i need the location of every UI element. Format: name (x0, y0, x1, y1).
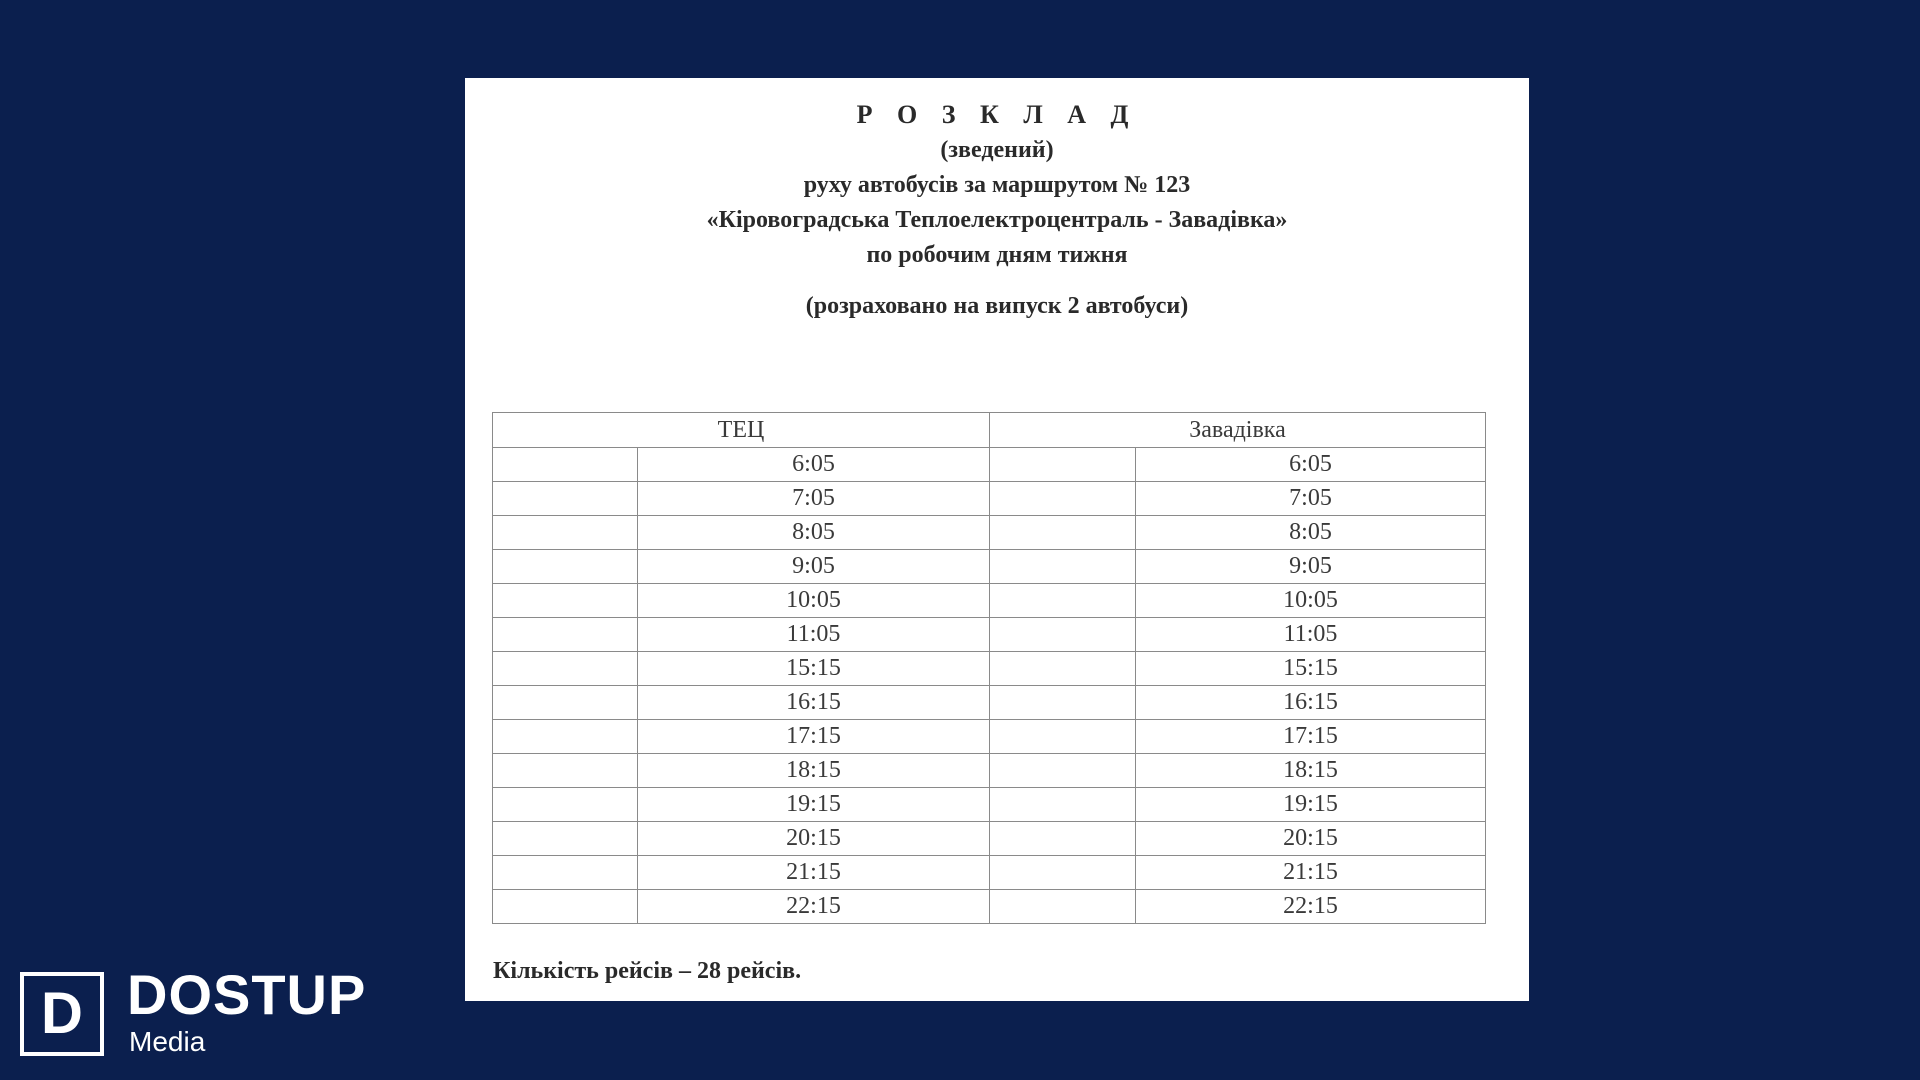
empty-cell (990, 516, 1136, 550)
table-row (493, 822, 1486, 856)
empty-cell (493, 618, 638, 652)
time-cell-tec: 8:05 (638, 516, 990, 550)
time-cell-zavadivka: 20:15 (1136, 822, 1486, 856)
schedule-document (465, 78, 1529, 1001)
empty-cell (493, 788, 638, 822)
time-cell-zavadivka: 8:05 (1136, 516, 1486, 550)
table-row (493, 652, 1486, 686)
document-subtitle-buses: (розраховано на випуск 2 автобуси) (805, 293, 1189, 319)
time-cell-tec: 19:15 (638, 788, 990, 822)
time-cell-zavadivka: 18:15 (1136, 754, 1486, 788)
document-subtitle-kind: (зведений) (940, 137, 1054, 163)
table-row (493, 788, 1486, 822)
time-cell-tec: 18:15 (638, 754, 990, 788)
empty-cell (493, 482, 638, 516)
brand-subtitle: Media (129, 1026, 206, 1057)
table-row (493, 516, 1486, 550)
time-cell-tec: 6:05 (638, 448, 990, 482)
schedule-body (493, 448, 1486, 924)
empty-cell (990, 890, 1136, 924)
time-cell-tec: 9:05 (638, 550, 990, 584)
empty-cell (990, 788, 1136, 822)
empty-cell (990, 652, 1136, 686)
time-cell-tec: 7:05 (638, 482, 990, 516)
time-cell-zavadivka: 17:15 (1136, 720, 1486, 754)
table-row (493, 550, 1486, 584)
time-cell-tec: 22:15 (638, 890, 990, 924)
dostup-logo-icon: D (20, 972, 104, 1056)
column-header-tec: ТЕЦ (493, 413, 990, 448)
empty-cell (990, 754, 1136, 788)
document-subtitle-route-name: «Кіровоградська Теплоелектроцентраль - Завадівка» (706, 207, 1288, 233)
table-row (493, 448, 1486, 482)
empty-cell (990, 720, 1136, 754)
table-row (493, 618, 1486, 652)
time-cell-tec: 17:15 (638, 720, 990, 754)
empty-cell (493, 720, 638, 754)
empty-cell (493, 754, 638, 788)
trips-count: Кількість рейсів – 28 рейсів. (493, 958, 802, 984)
empty-cell (493, 550, 638, 584)
time-cell-zavadivka: 10:05 (1136, 584, 1486, 618)
time-cell-zavadivka: 22:15 (1136, 890, 1486, 924)
table-row (493, 584, 1486, 618)
time-cell-zavadivka: 15:15 (1136, 652, 1486, 686)
empty-cell (493, 448, 638, 482)
time-cell-tec: 15:15 (638, 652, 990, 686)
empty-cell (990, 550, 1136, 584)
time-cell-zavadivka: 19:15 (1136, 788, 1486, 822)
time-cell-tec: 10:05 (638, 584, 990, 618)
document-subtitle-days: по робочим дням тижня (866, 242, 1128, 268)
document-title: Р О З К Л А Д (856, 100, 1138, 129)
table-row (493, 482, 1486, 516)
table-row (493, 890, 1486, 924)
empty-cell (990, 822, 1136, 856)
document-subtitle-route: руху автобусів за маршрутом № 123 (803, 172, 1191, 198)
empty-cell (493, 890, 638, 924)
empty-cell (990, 448, 1136, 482)
time-cell-tec: 21:15 (638, 856, 990, 890)
time-cell-zavadivka: 16:15 (1136, 686, 1486, 720)
time-cell-zavadivka: 6:05 (1136, 448, 1486, 482)
time-cell-tec: 16:15 (638, 686, 990, 720)
empty-cell (493, 686, 638, 720)
empty-cell (493, 822, 638, 856)
empty-cell (493, 856, 638, 890)
empty-cell (990, 584, 1136, 618)
brand-name: DOSTUP (127, 963, 367, 1026)
empty-cell (990, 856, 1136, 890)
column-header-zavadivka: Завадівка (990, 413, 1486, 448)
time-cell-zavadivka: 11:05 (1136, 618, 1486, 652)
time-cell-tec: 11:05 (638, 618, 990, 652)
time-cell-zavadivka: 21:15 (1136, 856, 1486, 890)
empty-cell (990, 686, 1136, 720)
time-cell-zavadivka: 9:05 (1136, 550, 1486, 584)
empty-cell (990, 482, 1136, 516)
empty-cell (493, 516, 638, 550)
time-cell-tec: 20:15 (638, 822, 990, 856)
schedule-table (492, 412, 1486, 924)
table-row (493, 686, 1486, 720)
empty-cell (990, 618, 1136, 652)
table-row (493, 720, 1486, 754)
table-row (493, 754, 1486, 788)
empty-cell (493, 584, 638, 618)
time-cell-zavadivka: 7:05 (1136, 482, 1486, 516)
schedule-header-row (493, 413, 1486, 448)
empty-cell (493, 652, 638, 686)
table-row (493, 856, 1486, 890)
